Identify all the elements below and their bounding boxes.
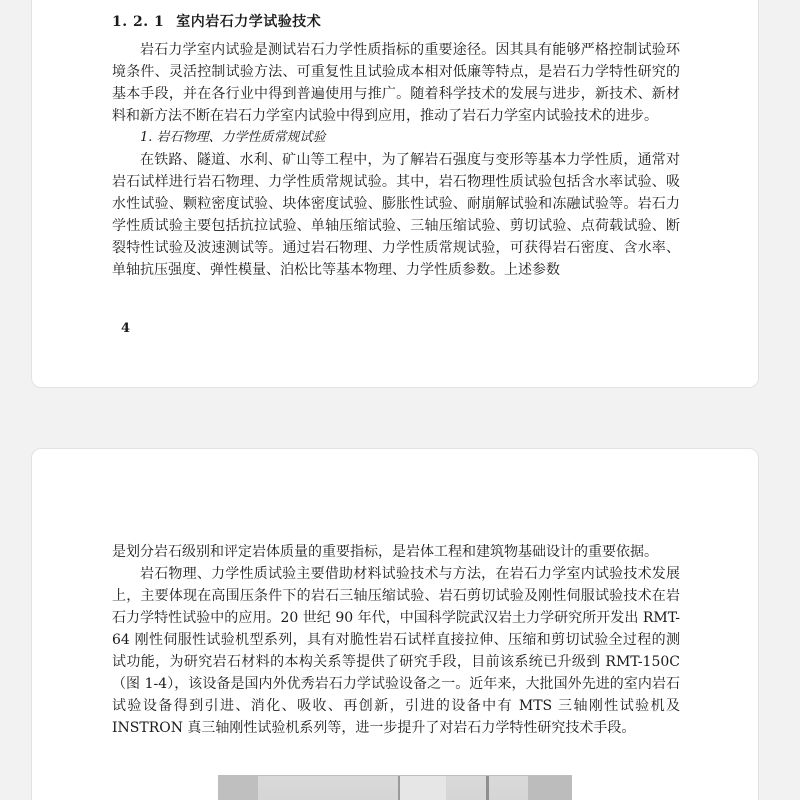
document-page-1 [31,0,759,388]
section-heading [112,11,680,33]
page-number: 4 [121,321,131,336]
subheading: 1. 岩石物理、力学性质常规试验 [140,130,326,145]
paragraph: 在铁路、隧道、水利、矿山等工程中，为了解岩石强度与变形等基本力学性质，通常对岩石试样进行岩石物理、力学性质常规试验。其中，岩石物理性质试验包括含水率试验、吸水性试验、颗粒密度试验、块体密度试验、膨胀性试验、耐崩解试验和冻融试验等。岩石力学性质试验主要包括抗拉试验、单轴压缩试验、三轴压缩试验、剪切试验、点荷载试验、断裂特性试验及波速测试等。通过岩石物理、力学性质常规试验，可获得岩石密度、含水率、单轴抗压强度、弹性模量、泊松比等基本物理、力学性质参数。上述参数 [112,152,680,278]
page-2-content [112,541,680,739]
equipment-photo [218,775,572,800]
page-1-content [112,11,680,281]
paragraph: 岩石力学室内试验是测试岩石力学性质指标的重要途径。因其具有能够严格控制试验环境条件、灵活控制试验方法、可重复性且试验成本相对低廉等特点，是岩石力学特性研究的基本手段，并在各行业中得到普遍使用与推广。随着科学技术的发展与进步，新技术、新材料和新方法不断在岩石力学室内试验中得到应用，推动了岩石力学室内试验技术的进步。 [112,42,680,124]
paragraph-continuation: 是划分岩石级别和评定岩体质量的重要指标，是岩体工程和建筑物基础设计的重要依据。 [112,544,658,560]
section-title: 室内岩石力学试验技术 [176,14,322,30]
paragraph: 岩石物理、力学性质试验主要借助材料试验技术与方法，在岩石力学室内试验技术发展上，主要体现在高围压条件下的岩石三轴压缩试验、岩石剪切试验及刚性伺服试验技术在岩石力学特性试验中的应用。20 世纪 90 年代，中国科学院武汉岩土力学研究所开发出 RMT-64 刚性伺服性试验机型系列，具有对脆性岩石试样直接拉伸、压缩和剪切试验全过程的测试功能，为研究岩石材料的本构关系等提供了研究手段，目前该系统已升级到 RMT-150C（图 1-4），该设备是国内外优秀岩石力学试验设备之一。近年来，大批国外先进的室内岩石试验设备得到引进、消化、吸收、再创新，引进的设备中有 MTS 三轴刚性试验机及 INSTRON 真三轴刚性试验机系列等，进一步提升了对岩石力学特性研究技术手段。 [112,566,680,736]
document-page-2 [31,448,759,800]
section-number: 1. 2. 1 [112,14,165,30]
